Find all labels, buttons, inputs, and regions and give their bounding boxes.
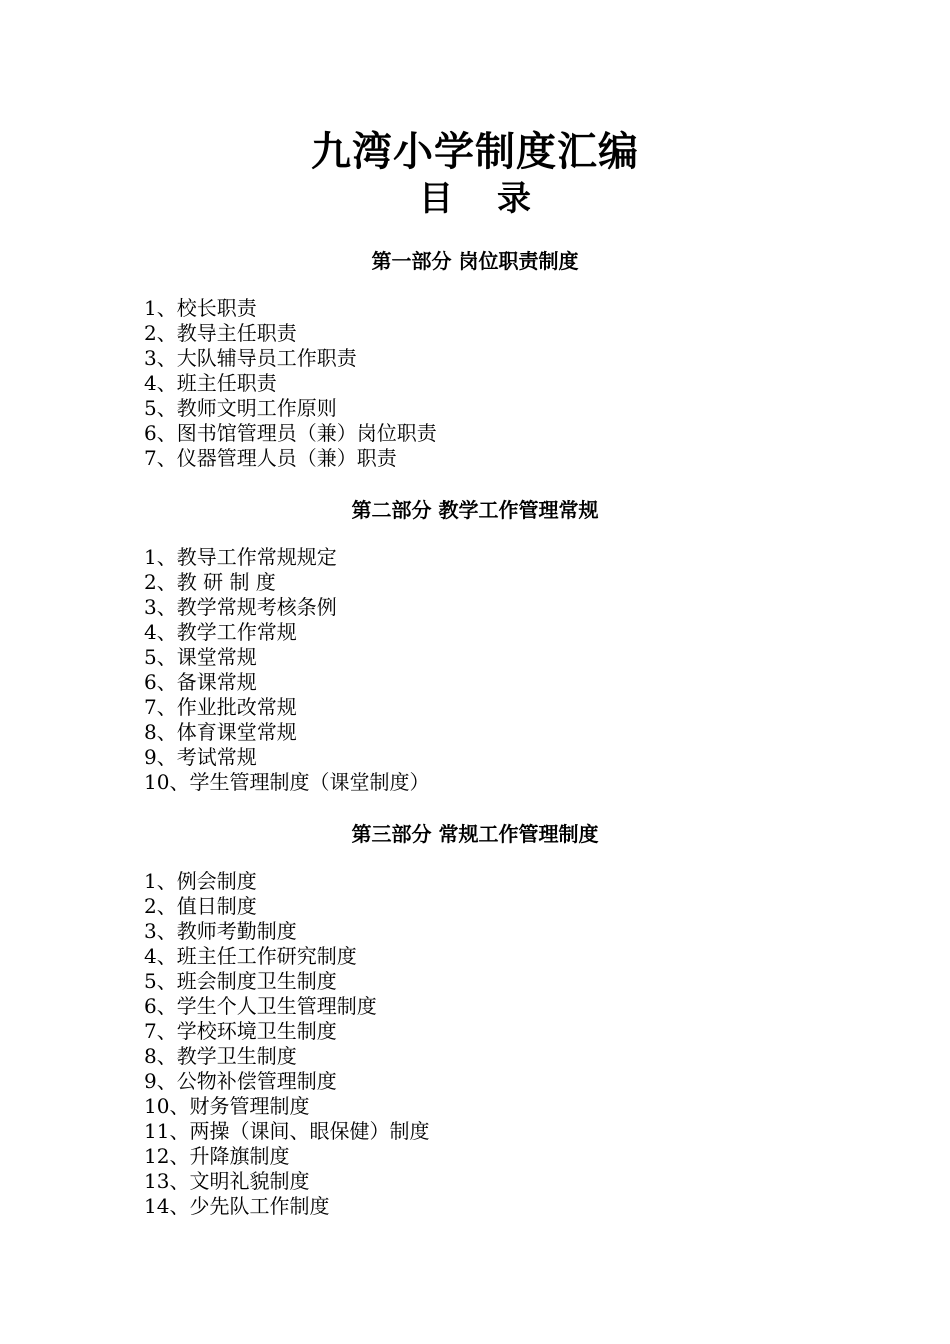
list-item: 2、教导主任职责 [144,321,297,345]
section-item-list [144,296,437,471]
list-item: 5、班会制度卫生制度 [144,969,337,993]
section-heading: 第三部分 常规工作管理制度 [351,822,599,846]
list-item: 12、升降旗制度 [144,1144,290,1168]
list-item: 5、课堂常规 [144,645,257,669]
list-item: 3、大队辅导员工作职责 [144,346,357,370]
list-item: 7、作业批改常规 [144,695,297,719]
list-item: 10、学生管理制度（课堂制度） [144,770,430,794]
list-item: 10、财务管理制度 [144,1094,310,1118]
list-item: 2、值日制度 [144,894,257,918]
list-item: 1、校长职责 [144,296,257,320]
section-item-list [144,869,429,1219]
list-item: 8、教学卫生制度 [144,1044,297,1068]
list-item: 2、教 研 制 度 [144,570,276,594]
list-item: 1、教导工作常规规定 [144,545,337,569]
list-item: 11、两操（课间、眼保健）制度 [144,1119,430,1143]
section-heading: 第一部分 岗位职责制度 [371,249,579,273]
list-item: 6、图书馆管理员（兼）岗位职责 [144,421,437,445]
list-item: 9、考试常规 [144,745,257,769]
list-item: 4、班主任职责 [144,371,277,395]
list-item: 14、少先队工作制度 [144,1194,330,1218]
toc-heading-char-1: 目 [419,179,453,219]
section-item-list [144,545,429,795]
section-part-3 [0,821,950,1218]
section-heading: 第二部分 教学工作管理常规 [351,498,599,522]
list-item: 13、文明礼貌制度 [144,1169,310,1193]
toc-heading-char-2: 录 [497,179,531,219]
section-part-2 [0,497,950,794]
list-item: 3、教学常规考核条例 [144,595,337,619]
list-item: 9、公物补偿管理制度 [144,1069,337,1093]
list-item: 7、仪器管理人员（兼）职责 [144,446,397,470]
list-item: 7、学校环境卫生制度 [144,1019,337,1043]
list-item: 4、教学工作常规 [144,620,297,644]
list-item: 6、学生个人卫生管理制度 [144,994,377,1018]
list-item: 8、体育课堂常规 [144,720,297,744]
list-item: 4、班主任工作研究制度 [144,944,357,968]
list-item: 1、例会制度 [144,869,257,893]
list-item: 3、教师考勤制度 [144,919,297,943]
document-title: 九湾小学制度汇编 [311,128,639,175]
table-of-contents-heading [0,178,950,220]
list-item: 5、教师文明工作原则 [144,396,337,420]
list-item: 6、备课常规 [144,670,257,694]
section-part-1 [0,248,950,470]
